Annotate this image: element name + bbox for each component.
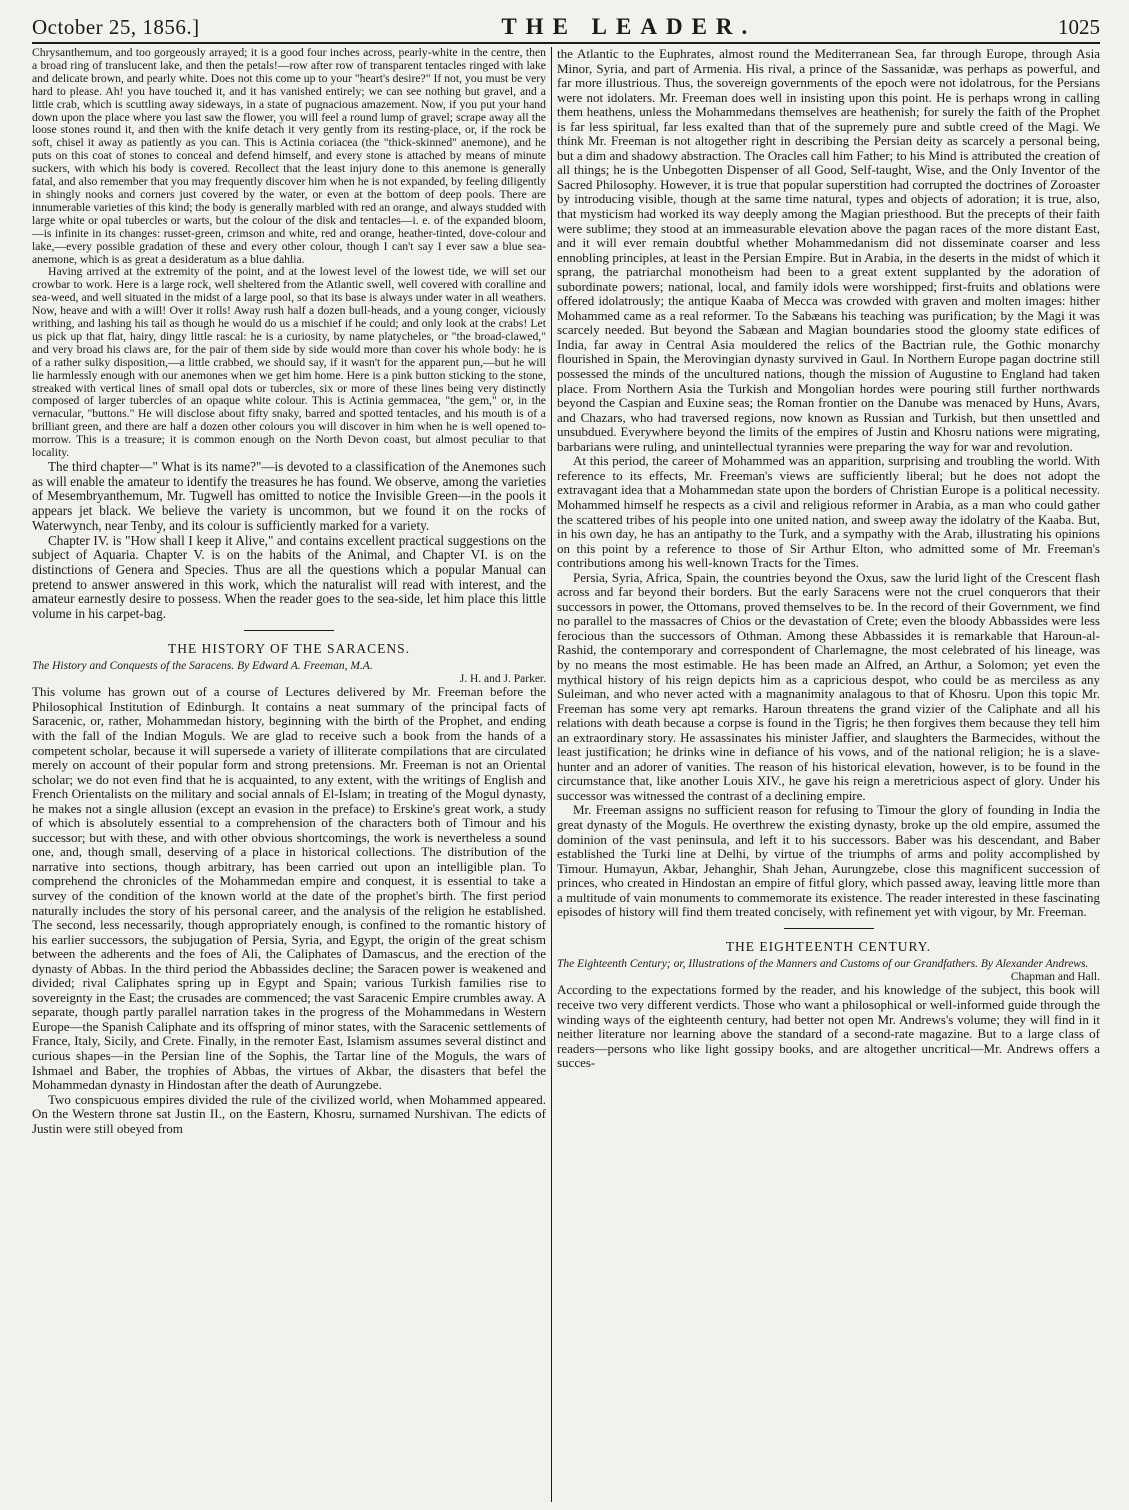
publisher-credit: Chapman and Hall. [1010, 970, 1100, 983]
masthead [32, 12, 1100, 44]
section-heading-saracens: THE HISTORY OF THE SARACENS. [168, 640, 410, 656]
publisher-credit: J. H. and J. Parker. [459, 672, 546, 685]
left-column [32, 47, 546, 1502]
article-paragraph: Persia, Syria, Africa, Spain, the countries beyond the Oxus, saw the lurid light of the Crescent flash across and far beyond their borders. But the early Saracens were not the cruel conquerors that their successors in power, the Ottomans, proved themselves to be. In the record of their Government, we find no parallel to the massacres of Chios or the devastation of Crete; even the bloody Abbassides were less ferocious than the successors of Othman. Among these Abbassides it is remarkable that Haroun-al-Rashid, the contemporary and correspondent of Charlemagne, the most celebrated of his lineage, was by no means the most estimable. He has been made an Alfred, an Arthur, a Solomon; yet even the mythical history of his reign depicts him as a capricious despot, who could be as merciless as any Suleiman, and who never acted with a magnanimity analagous to that of Khosru. Upon this topic Mr. Freeman has some very apt remarks. Haroun threatens the grand vizier of the Caliphate and all his relations with death because a corpse is found in the Tigris; he then forgives them because they tell him an extraordinary story. He assassinates his minister Jaffier, and slaughters the Barmecides, without the least justification; he drinks wine in defiance of his vows, and of the national religion; he is a slave-hunter and an adorer of vanities. The reason of his historical elevation, however, is to be found in the circumstance that, like another Louis XIV., he gave his reign a meretricious aspect of glory. Under his successor was witnessed the contrast of a declining empire. [557, 569, 1100, 803]
article-paragraph: Chrysanthemum, and too gorgeously arrayed; it is a good four inches across, pearly-white in the centre, then a broad ring of translucent lake, and then the petals!—row after row of transparent tentacles ringed with lake and delicate brown, and pearly white. Does not this come up to your "heart's desire?" If not, you must be very hard to please. Ah! you have touched it, and it has vanished entirely; we can see nothing but gravel, and a little crab, which is scuttling away sideways, in a state of pugnacious amazement. Now, if you put your hand down upon the place where you last saw the flower, you will feel a round lump of gravel; scrape away all the loose stones round it, and then with the knife detach it very gently from its resting-place, or, if the rock be soft, chisel it away as patiently as you can. This is Actinia coriacea (the "thick-skinned" anemone), and he puts on this coat of stones to conceal and defend himself, and every stone is attached by means of minute suckers, with which his body is covered. Recollect that the least injury done to this anemone is generally fatal, and also remember that you may frequently discover him when he is not expanded, by feeling diligently in shingly nooks and corners just covered by the water, or even at the bottom of deep pools. There are innumerable varieties of this kind; the body is generally marbled with red an orange, and always studded with large white or opal tubercles or warts, but the colour of the disk and tentacles—i. e. of the expanded bloom,—is infinite in its changes: russet-green, crimson and white, red and orange, heather-tinted, dove-colour and lake,—every possible gradation of these and every other colour, though I can't say I ever saw a blue sea-anemone, which is as great a desideratum as a blue dahlia. [32, 47, 546, 266]
issue-date: October 25, 1856.] [32, 15, 200, 39]
article-paragraph: Two conspicuous empires divided the rule of the civilized world, when Mohammed appeared. On the Western throne sat Justin II., on the Eastern, Khosru, surnamed Nurshivan. The edicts of Justin were still obeyed from [32, 1091, 546, 1136]
paper-title: THE LEADER. [501, 14, 757, 39]
section-rule [244, 630, 334, 631]
book-citation: The Eighteenth Century; or, Illustrations of the Manners and Customs of our Grandfathers. By Alexander Andrews. [557, 957, 1089, 970]
right-column [557, 47, 1100, 1502]
section-rule [784, 928, 874, 929]
article-paragraph: Chapter IV. is "How shall I keep it Alive," and contains excellent practical suggestions on the subject of Aquaria. Chapter V. is on the habits of the Animal, and Chapter VI. is on the distinctions of Genera and Species. Thus are all the questions which a popular Manual can pretend to answer answered in this work, which the naturalist will read with interest, and the amateur earnestly desire to possess. When the reader goes to the sea-side, let him place this little volume in his carpet-bag. [32, 532, 546, 622]
column-divider [551, 47, 552, 1502]
article-paragraph: This volume has grown out of a course of Lectures delivered by Mr. Freeman before the Philosophical Institution of Edinburgh. It contains a neat summary of the principal facts of Saracenic, or, rather, Mohammedan history, beginning with the birth of the Prophet, and ending with the fall of the Indian Moguls. We are glad to receive such a book from the hands of a competent scholar, because it will supersede a variety of illiterate compilations that are circulated merely on account of their popular form and strong pretensions. Mr. Freeman is not an Oriental scholar; we do not even find that he is acquainted, to any extent, with the writings of English and French Orientalists on the military and social annals of El-Islam; in treating of the Mogul dynasty, he makes not a single allusion (except an evasion in the preface) to Erskine's great work, a study of which is absolutely essential to a comprehension of the characters both of Timour and his successor; but with these, and with other obvious shortcomings, the work is nevertheless a sound one, and, though small, deserving of a place in historical collections. The distribution of the narrative into sections, though arbitrary, has been carried out upon an intelligible plan. To comprehend the chronicles of the Mohammedan empire and conquest, it is essential to take a survey of the condition of the known world at the date of the prophet's birth. The first period naturally includes the story of his personal career, and the analysis of the religion he established. The second, less necessarily, though appropriately enough, is confined to the romantic history of his earlier successors, the subjugation of Persia, Syria, and Egypt, the origin of the great schism between the adherents and the foes of Ali, the Caliphates of Damascus, and the erection of the dynasty of Abbas. In the third period the Abbassides decline; the Saracen power is weakened and divided; rival Caliphates spring up in Egypt and Spain; various Turkish families rise to sovereignty in the East; the crusades are commenced; the vast Saracenic Empire crumbles away. A separate, though partly parallel narration takes in the progress of the Mohammedans in Western Europe—the Spanish Caliphate and its offspring of minor states, with the Saracenic settlements of France, Italy, Sicily, and Crete. Finally, in the remoter East, Islamism assumes several distinct and curious shapes—in the Persian line of the Sophis, the Tartar line of the Moguls, the wars of Ishmael and Baber, the trophies of Abbas, the virtues of Akbar, the disasters that befel the Mohammedan dynasty in Hindostan after the death of Aurungzebe. [32, 684, 546, 1093]
article-paragraph: the Atlantic to the Euphrates, almost round the Mediterranean Sea, far through Europe, through Asia Minor, Syria, and part of Armenia. His rival, a prince of the Sassanidæ, was perhaps as powerful, and far more illustrious. Thus, the sovereign governments of the epoch were not idolatrous, for the Persians were not idolaters. Mr. Freeman does well in insisting upon this point. He is perhaps wrong in calling them heathens, unless the Mohammedans themselves are heathenish; for surely the faith of the Prophet is far less spiritual, far less exalted than that of the supremely pure and subtle creed of the Magi. We think Mr. Freeman is not altogether right in describing the Persian deity as scarcely a personal being, but a dim and shadowy abstraction. The Oracles call him Father; to his Mind is attributed the creation of all things; he is the Unbegotten Dispenser of all Good, Self-taught, Wise, and the Only Inventor of the Sacred Philosophy. However, it is true that popular superstition had corrupted the doctrines of Zoroaster by introducing visible, though at the same time natural, types and objects of adoration; it is true, also, that mysticism had worked its way deeply among the Magian priesthood. But the precepts of their faith were sublime; they stood at an immeasurable elevation above the pagan races of the more distant East, and it will ever remain doubtful whether Mohammedanism did not disseminate coarser and less ennobling principles, at least in the Persian Empire. But in Arabia, in the deserts in the midst of which it sprang, the patriarchal monotheism had been to a great extent supplanted by the adoration of subordinate powers; national, local, and family idols were worshipped; first-fruits and oblations were offered idolatrously; the antique Kaaba of Mecca was crowded with graven and molten images: hither Mohammed came as a real reformer. To the Sabæans his teaching was purification; by the Magi it was scarcely needed. But beyond the Sabæan and Magian boundaries stood the gloomy state edifices of India, far away in Central Asia mouldered the relics of the Bactrian rule, the Gothic monarchy flourished in Spain, the Merovingian dynasty survived in Gaul. In Northern Europe pagan doctrine still possessed the minds of the uncultured nations, though the mission of Augustine to England had taken place. From Northern Asia the Turkish and Mongolian hordes were pouring still further northwards beyond the Caspian and Euxine seas; the Roman frontier on the Danube was menaced by Huns, Avars, and Chazars, who had traversed regions, now known as Russian and Turkish, but then unsettled and unsubdued. Everywhere beyond the limits of the empires of Justin and Khosru nations were migrating, barbarians were ruling, and unintellectual tyrannies were preparing the way for war and revolution. [557, 47, 1100, 454]
article-paragraph: The third chapter—" What is its name?"—is devoted to a classification of the Anemones such as will enable the amateur to identify the treasures he has found. We observe, among the varieties of Mesembryanthemum, Mr. Tugwell has omitted to notice the Invisible Green—in the pools it appears jet black. We believe the variety is uncommon, but we found it on the rocks of Waterwynch, near Tenby, and its colour is sufficiently marked for a variety. [32, 459, 546, 533]
article-paragraph: At this period, the career of Mohammed was an apparition, surprising and troubling the world. With reference to its effects, Mr. Freeman's views are sufficiently liberal; but he does not adopt the extravagant idea that a Mohammedan state upon the borders of Christian Europe is a political necessity. Mohammed himself he respects as a civil and religious reformer in Arabia, as a man who could gather the scattered tribes of his people into one united nation, and sweep away the idolatry of the Kaaba. But, in his own day, he has an antipathy to the Turk, and a sympathy with the Arab, illustrating his opinions on this point by a reference to those of Sir Arthur Elton, who admitted some of Mr. Freeman's contributions among his well-known Tracts for the Times. [557, 453, 1100, 571]
article-paragraph: Having arrived at the extremity of the point, and at the lowest level of the lowest tide, we will set our crowbar to work. Here is a large rock, well sheltered from the Atlantic swell, well covered with coralline and sea-weed, and well situated in the midst of a large pool, so that its base is always under water in all weathers. Now, heave and with a will! Over it rolls! Away rush half a dozen bull-heads, and a young conger, viciously writhing, and lashing his tail as though he would do us a mischief if he could; and only look at the crabs! Let us pick up that flat, hairy, dingy little rascal: he is a curiosity, by name platycheles, or "the broad-clawed," and very broad his claws are, for the pair of them side by side would more than cover his whole body: he is of a rather sulky disposition,—a little crabbed, we should say, if it wasn't for the apparent pun,—but he will lie harmlessly enough with our anemones when we get him home. Here is a pink button sticking to the stone, streaked with vertical lines of small opal dots or tubercles, six or more of these lines being very distinctly composed of larger tubercles of an opaque white colour. This is Actinia gemmacea, "the gem," or, in the vernacular, "buttons." He will disclose about fifty snaky, barred and spotted tentacles, and his mouth is of a brilliant green, and there are half a dozen other colours you will discover in him when he is well opened to-morrow. This is a treasure; it is common enough on the North Devon coast, but almost peculiar to that locality. [32, 265, 546, 460]
book-citation: The History and Conquests of the Saracens. By Edward A. Freeman, M.A. [32, 659, 373, 672]
article-paragraph: Mr. Freeman assigns no sufficient reason for refusing to Timour the glory of founding in India the great dynasty of the Moguls. He overthrew the existing dynasty, broke up the old empire, assumed the dominion of the vast peninsula, and left it to his successors. Baber was his descendant, and Baber established the Turki line at Delhi, by virtue of the triumphs of arms and polity accomplished by Timour. Humayun, Akbar, Jehanghir, Shah Jehan, Aurungzebe, close this magnificent succession of princes, who created in Hindostan an empire of fitful glory, which passed away, leaving little more than a multitude of vain monuments to commemorate its existence. The reader interested in these fascinating episodes of history will find them treated concisely, with refinement yet with vigour, by Mr. Freeman. [557, 802, 1100, 920]
article-paragraph: According to the expectations formed by the reader, and his knowledge of the subject, this book will receive two very different verdicts. Those who want a philosophical or well-informed guide through the winding ways of the eighteenth century, had better not open Mr. Andrews's volume; they will find in it neither literature nor learning above the standard of a second-rate magazine. But to a large class of readers—persons who like light gossipy books, and are altogether uncritical—Mr. Andrews offers a succes- [557, 982, 1100, 1071]
page-number: 1025 [1057, 15, 1100, 39]
section-heading-eighteenth-century: THE EIGHTEENTH CENTURY. [725, 938, 932, 954]
